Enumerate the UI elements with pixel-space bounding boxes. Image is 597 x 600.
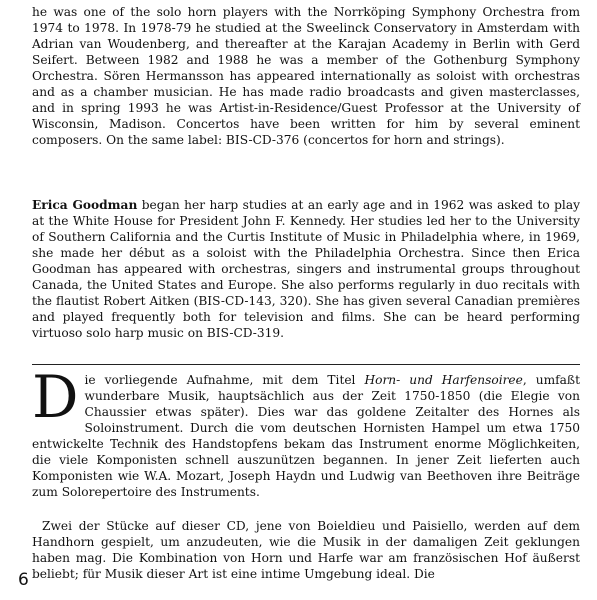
goodman-bio-text: began her harp studies at an early age and in 1962 was asked to play at the White House for President John F. Kennedy. Her studies led her to the University of Southern California and the Curtis Institute of Music in Philadelphia where, in 1969, she made her début as a soloist with the Philadelphia Orchestra. Since then Erica Goodman has appeared with orchestras, singers and instrumental groups throughout Canada, the United States and Europe. She also performs regularly in duo recitals with the flautist Robert Aitken (BIS-CD-143, 320). She has given several Canadian premières and played frequently both for television and films. She can be heard performing virtuoso solo harp music on BIS-CD-319. xyxy=(32,198,580,340)
german-intro-rest: , umfaßt wunderbare Musik, hauptsächlich aus der Zeit 1750-1850 (die Elegie von Chaussier etwas später). Dies war das goldene Zeitalter des Hornes als Soloinstrument. Durch die vom deutschen Hornisten Hampel um etwa 1750 entwickelte Technik des Handstopfens bekam das Instrument enorme Möglichkeiten, die viele Komponisten schnell auszunützen begannen. In jener Zeit lieferten auch Komponisten wie W.A. Mozart, Joseph Haydn und Ludwig van Beethoven ihre Beiträge zum Solorepertoire des Instruments. xyxy=(32,373,580,499)
paragraph-german-second: Zwei der Stücke auf dieser CD, jene von Boieldieu und Paisiello, werden auf dem Handhorn gespielt, um anzudeuten, wie die Musik in der damaligen Zeit geklungen haben mag. Die Kombination von Horn und Harfe war am französischen Hof äußerst beliebt; für Musik dieser Art ist eine intime Umgebung ideal. Die xyxy=(32,519,580,581)
paragraph-hermansson-bio: he was one of the solo horn players with the Norrköping Symphony Orchestra from 1974 to 1978. In 1978-79 he studied at the Sweelinck Conservatory in Amsterdam with Adrian van Woudenberg, and thereafter at the Karajan Academy in Berlin with Gerd Seifert. Between 1982 and 1988 he was a member of the Gothenburg Symphony Orchestra. Sören Hermansson has appeared internationally as soloist with orchestras and as a chamber musician. He has made radio broadcasts and given masterclasses, and in spring 1993 he was Artist-in-Residence/Guest Professor at the University of Wisconsin, Madison. Concertos have been written for him by several eminent composers. On the same label: BIS-CD-376 (concertos for horn and strings). xyxy=(32,5,580,147)
german-intro-start: ie vorliegende Aufnahme, mit dem Titel xyxy=(84,373,365,387)
paragraph-german-intro xyxy=(32,363,580,500)
german-album-title: Horn- und Harfensoiree xyxy=(364,373,523,387)
goodman-name: Erica Goodman xyxy=(32,198,138,212)
paragraph-goodman-bio xyxy=(32,197,580,341)
page-number: 6 xyxy=(18,570,29,590)
drop-cap: D xyxy=(32,363,79,431)
section-divider xyxy=(32,364,580,365)
